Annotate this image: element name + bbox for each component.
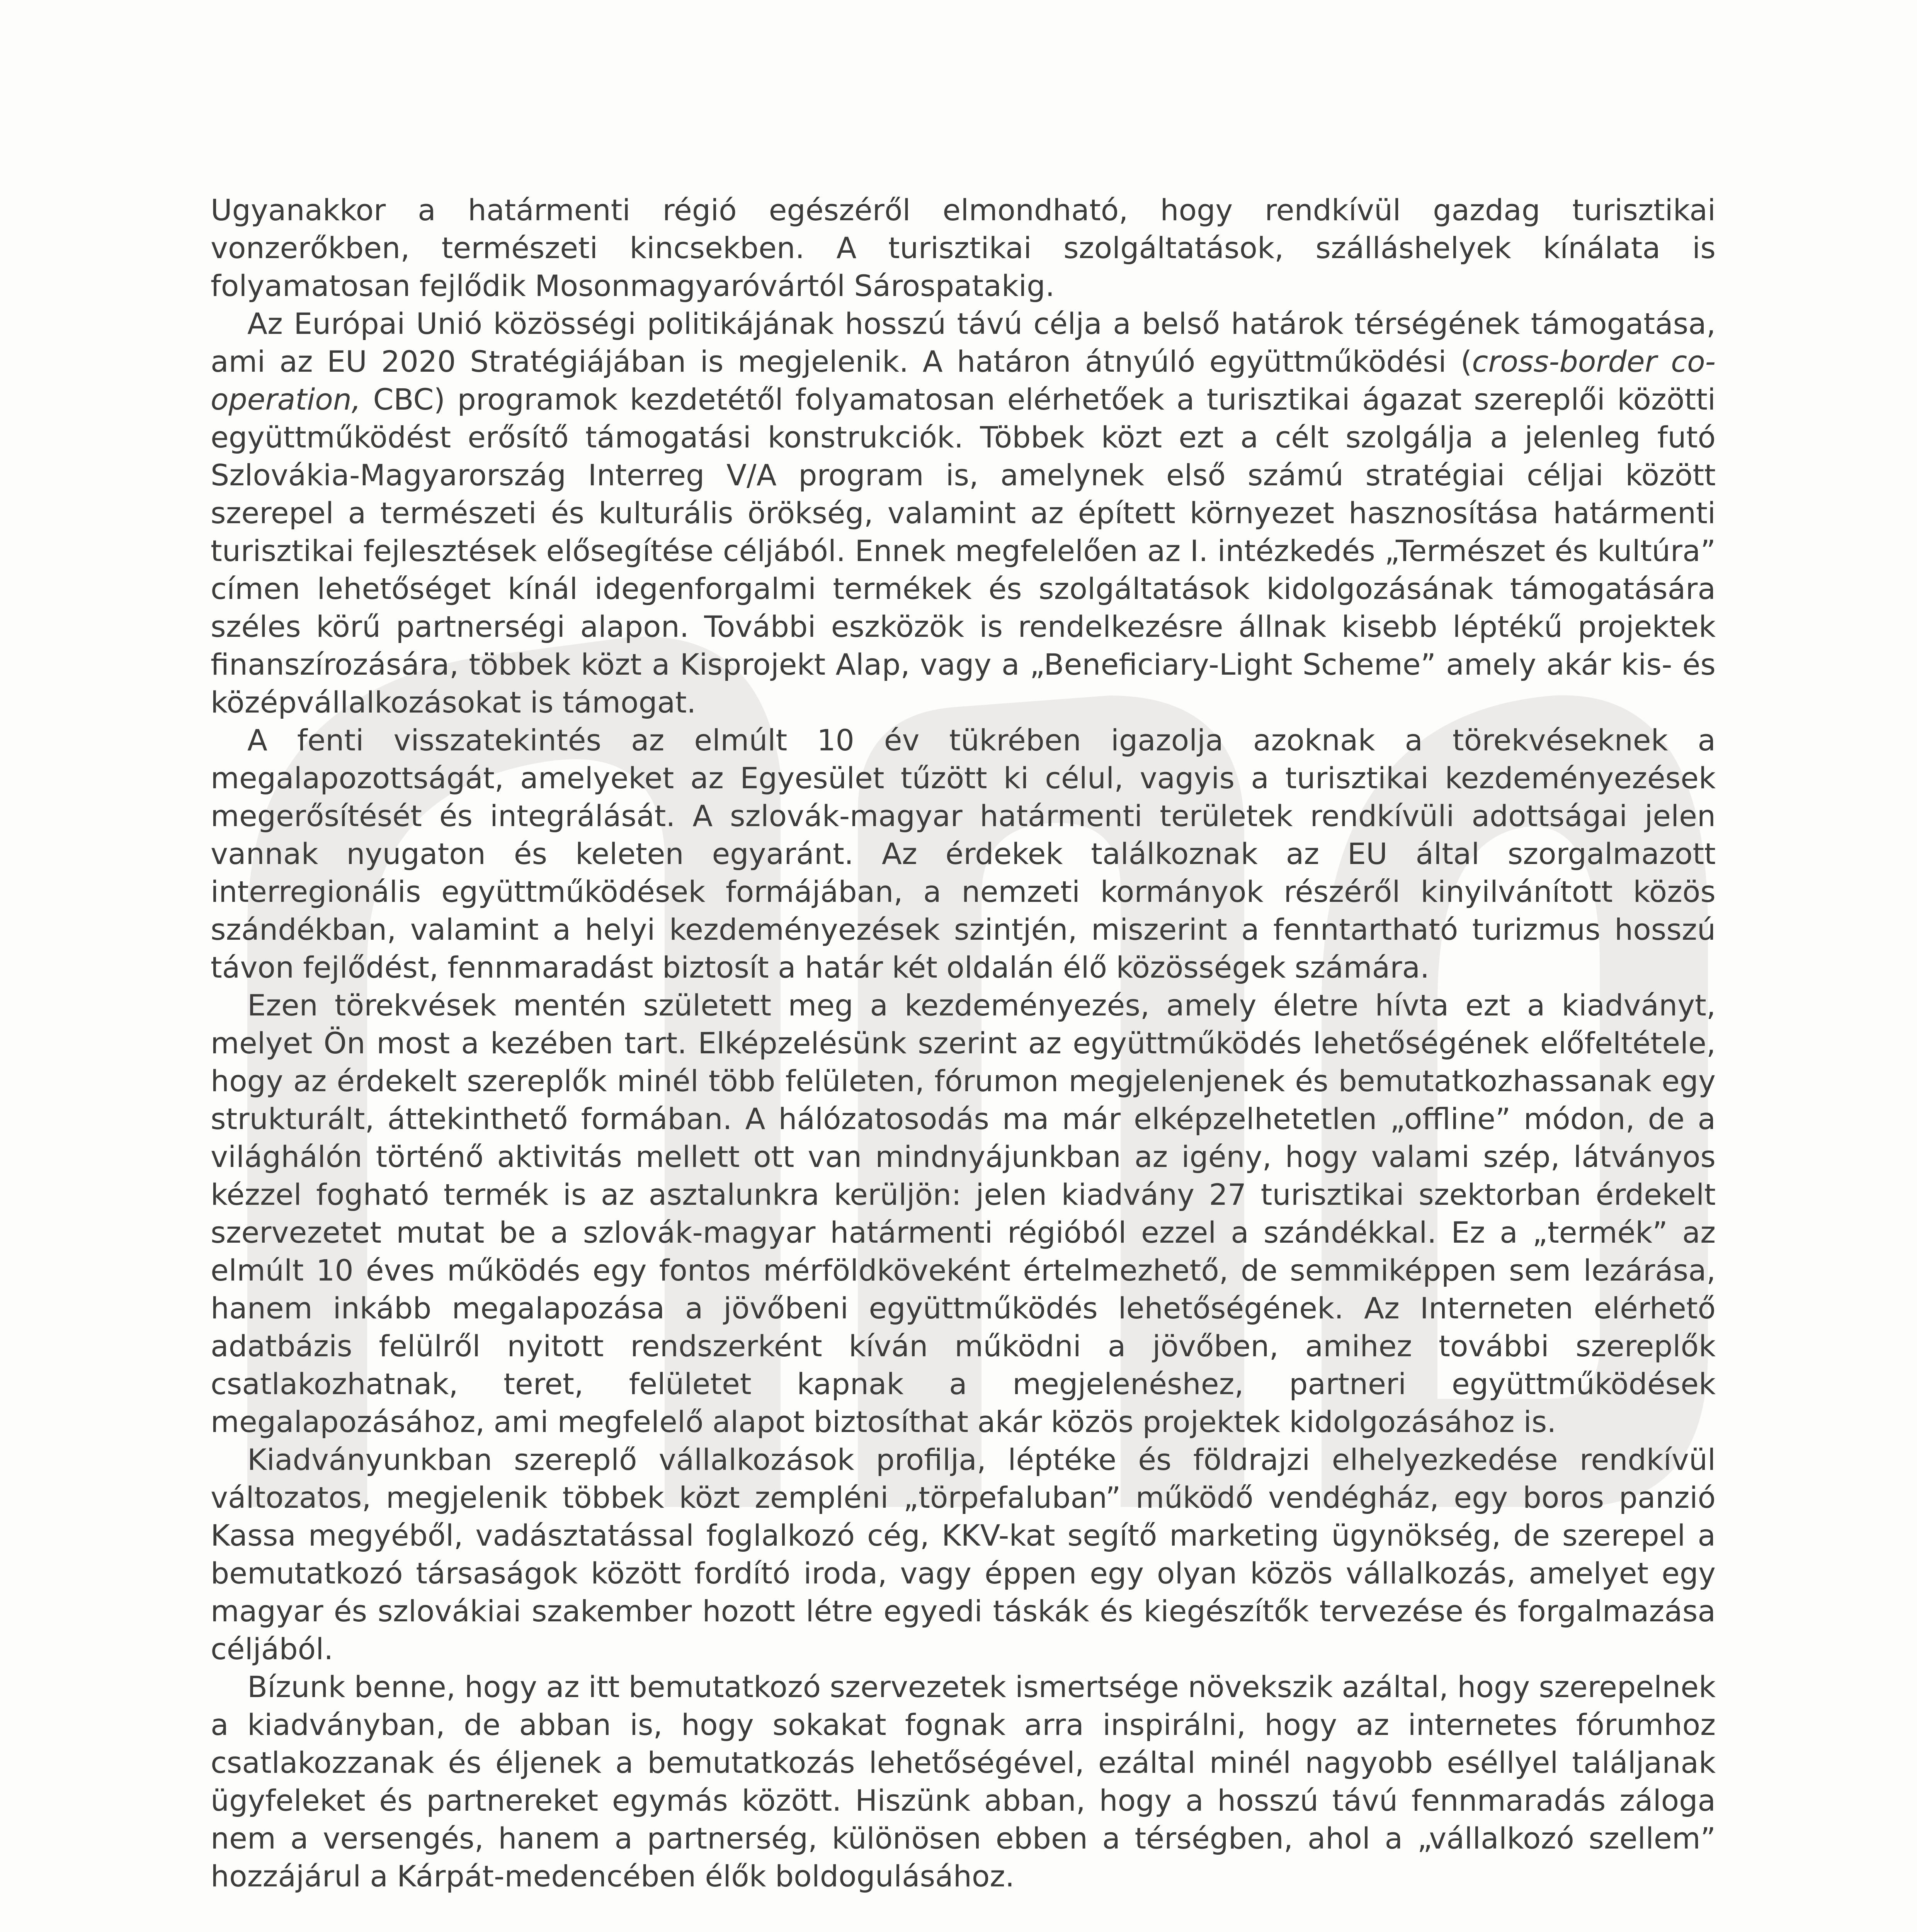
paragraph-5: Kiadványunkban szereplő vállalkozások profilja, léptéke és földrajzi elhelyezkedése rendkívül változatos, megjelenik többek közt zempléni „törpefaluban” működő vendégház, egy boros panzió Kassa megyéből, vadásztatással foglalkozó cég, KKV-kat segítő marketing ügynökség, de szerepel a bemutatkozó társaságok között fordító iroda, vagy éppen egy olyan közös vállalkozás, amelyet egy magyar és szlovákiai szakember hozott létre egyedi táskák és kiegészítők tervezése és forgalmazása céljából. — [211, 1442, 1716, 1666]
paragraph-4: Ezen törekvések mentén született meg a kezdeményezés, amely életre hívta ezt a kiadványt, melyet Ön most a kezében tart. Elképzelésünk szerint az együttműködés lehetőségének előfeltétele, hogy az érdekelt szereplők minél több felületen, fórumon megjelenjenek és bemutatkozhassanak egy strukturált, áttekinthető formában. A hálózatosodás ma már elképzelhetetlen „offline” módon, de a világhálón történő aktivitás mellett ott van mindnyájunkban az igény, hogy valami szép, látványos kézzel fogható termék is az asztalunkra kerüljön: jelen kiadvány 27 turisztikai szektorban érdekelt szervezetet mutat be a szlovák-magyar határmenti régióból ezzel a szándékkal. Ez a „termék” az elmúlt 10 éves működés egy fontos mérföldköveként értelmezhető, de semmiképpen sem lezárása, hanem inkább megalapozása a jövőbeni együttműködés lehetőségének. Az Interneten elérhető adatbázis felülről nyitott rendszerként kíván működni a jövőben, amihez további szereplők csatlakozhatnak, teret, felületet kapnak a megjelenéshez, partneri együttműködések megalapozásához, ami megfelelő alapot biztosíthat akár közös projektek kidolgozásához is. — [211, 988, 1716, 1439]
paragraph-2 — [211, 305, 1716, 721]
paragraph-2-middle: CBC) programok kezdetétől folyamatosan elérhetőek a turisztikai ágazat szereplői közötti együttműködést erősítő támogatási konstrukciók. — [211, 382, 1716, 454]
paragraph-6: Bízunk benne, hogy az itt bemutatkozó szervezetek ismertsége növekszik azáltal, hogy szerepelnek a kiadványban, de abban is, hogy sokakat fognak arra inspirálni, hogy az internetes fórumhoz csatlakozzanak és éljenek a bemutatkozás lehetőségével, ezáltal minél nagyobb eséllyel találjanak ügyfeleket és partnereket egymás között. Hiszünk abban, hogy a hosszú távú fennmaradás záloga nem a versengés, hanem a partnerség, különösen ebben a térségben, ahol a „vállalkozó szellem” hozzájárul a Kárpát-medencében élők boldogulásához. — [211, 1670, 1716, 1893]
paragraph-3: A fenti visszatekintés az elmúlt 10 év tükrében igazolja azoknak a törekvéseknek a megalapozottságát, amelyeket az Egyesület tűzött ki célul, vagyis a turisztikai kezdeményezések megerősítését és integrálását. A szlovák-magyar határmenti területek rendkívüli adottságai jelen vannak nyugaton és keleten egyaránt. Az érdekek találkoznak az EU által szorgalmazott interregionális együttműködések formájában, a nemzeti kormányok részéről kinyilvánított közös szándékban, valamint a helyi kezdeményezések szintjén, miszerint a fenntartható turizmus hosszú távon fejlődést, fennmaradást biztosít a határ két oldalán élő közösségek számára. — [211, 723, 1716, 985]
paragraph-2-start: Az Európai Unió közösségi politikájának hosszú távú célja a belső határok térségének támogatása, ami az EU 2020 Stratégiájában is megjelenik. A határon átnyúló együttműködési ( — [211, 306, 1716, 379]
paragraph-2-end: Többek közt ezt a célt szolgálja a jelenleg futó Szlovákia-Magyarország Interreg V/A program is, amelynek első számú stratégiai céljai között szerepel a természeti és kulturális örökség, valamint az épített környezet hasznosítása határmenti turisztikai fejlesztések elősegítése céljából. Ennek megfelelően az I. intézkedés „Természet és kultúra” címen lehetőséget kínál idegenforgalmi termékek és szolgáltatások kidolgozásának támogatására széles körű partnerségi alapon. További eszközök is rendelkezésre állnak kisebb léptékű projektek finanszírozására, többek közt a Kisprojekt Alap, vagy a „Beneficiary-Light Scheme” amely akár kis- és középvállalkozásokat is támogat. — [211, 420, 1716, 719]
body-text — [211, 191, 1716, 1895]
paragraph-1: Ugyanakkor a határmenti régió egészéről elmondható, hogy rendkívül gazdag turisztikai vonzerőkben, természeti kincsekben. A turisztikai szolgáltatások, szálláshelyek kínálata is folyamatosan fejlődik Mosonmagyaróvártól Sárospatakig. — [211, 193, 1716, 303]
paragraph-2-italic: cross-border co-operation, — [211, 344, 1716, 417]
